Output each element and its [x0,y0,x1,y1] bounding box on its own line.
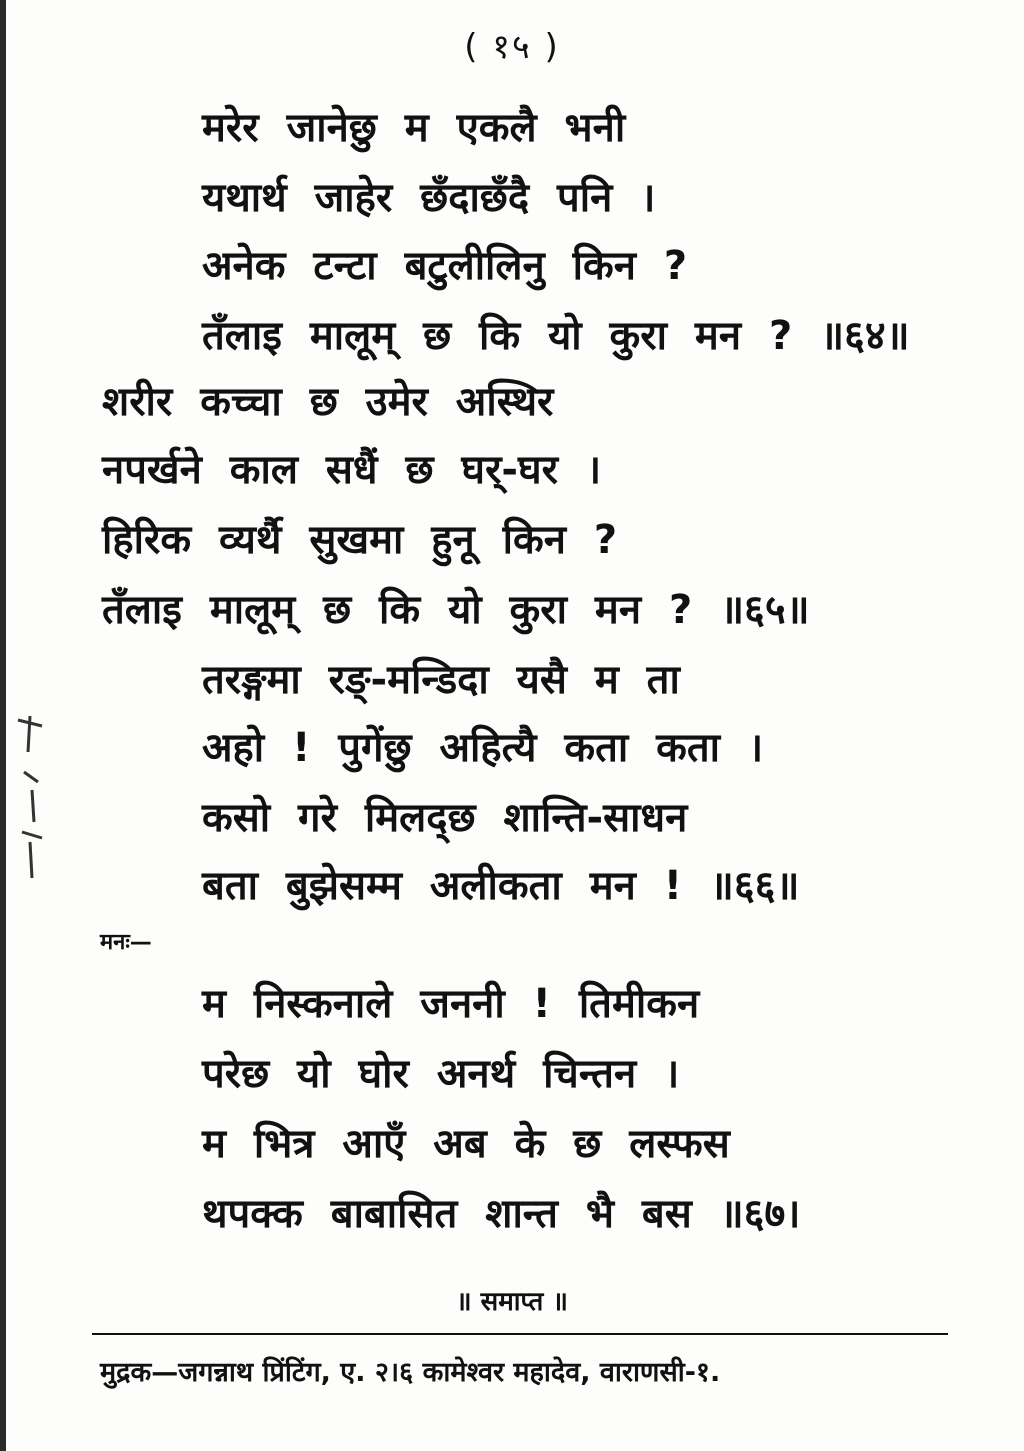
verse-65-line-3: हिरिक व्यर्थै सुखमा हुनू किन ? [102,517,618,563]
verse-64-line-1: मरेर जानेछु म एकलै भनी [202,105,626,151]
verse-66-line-2: अहो ! पुगेंछु अहित्यै कता कता । [202,725,764,771]
verse-64-line-4: तँलाइ मालूम् छ कि यो कुरा मन ? ॥६४॥ [202,313,910,359]
verse-67-line-2: परेछ यो घोर अनर्थ चिन्तन । [202,1051,680,1097]
verse-65-line-4: तँलाइ मालूम् छ कि यो कुरा मन ? ॥६५॥ [102,587,810,633]
verse-66-line-1: तरङ्गमा रङ्-मन्डिदा यसै म ता [202,657,680,703]
verse-64-line-2: यथार्थ जाहेर छँदाछँदै पनि । [202,175,656,221]
verse-65-line-1: शरीर कच्चा छ उमेर अस्थिर [102,379,554,425]
verse-66-line-3: कसो गरे मिलद्छ शान्ति-साधन [202,795,688,841]
verse-64-line-3: अनेक टन्टा बटुलीलिनु किन ? [202,243,688,289]
printer-credit: मुद्रक—जगन्नाथ प्रिंटिंग, ए. २।६ कामेश्वर महादेव, वाराणसी-१. [100,1357,721,1388]
verse-65-line-2: नपर्खने काल सधैं छ घर्-घर । [102,447,602,493]
verse-67-line-1: म निस्कनाले जननी ! तिमीकन [202,981,700,1027]
footer-divider [92,1333,948,1335]
margin-scribble [12,712,52,882]
verse-66-line-4: बता बुझेसम्म अलीकता मन ! ॥६६॥ [202,863,800,909]
speaker-label: मनः— [100,930,152,955]
end-marker: ॥ समाप्त ॥ [456,1287,568,1317]
verse-67-line-4: थपक्क बाबासित शान्त भै बस ॥६७। [202,1191,801,1237]
verse-67-line-3: म भित्र आएँ अब के छ लस्फस [202,1121,730,1167]
page-left-edge [0,0,6,1451]
page-number: ( १५ ) [464,27,560,67]
